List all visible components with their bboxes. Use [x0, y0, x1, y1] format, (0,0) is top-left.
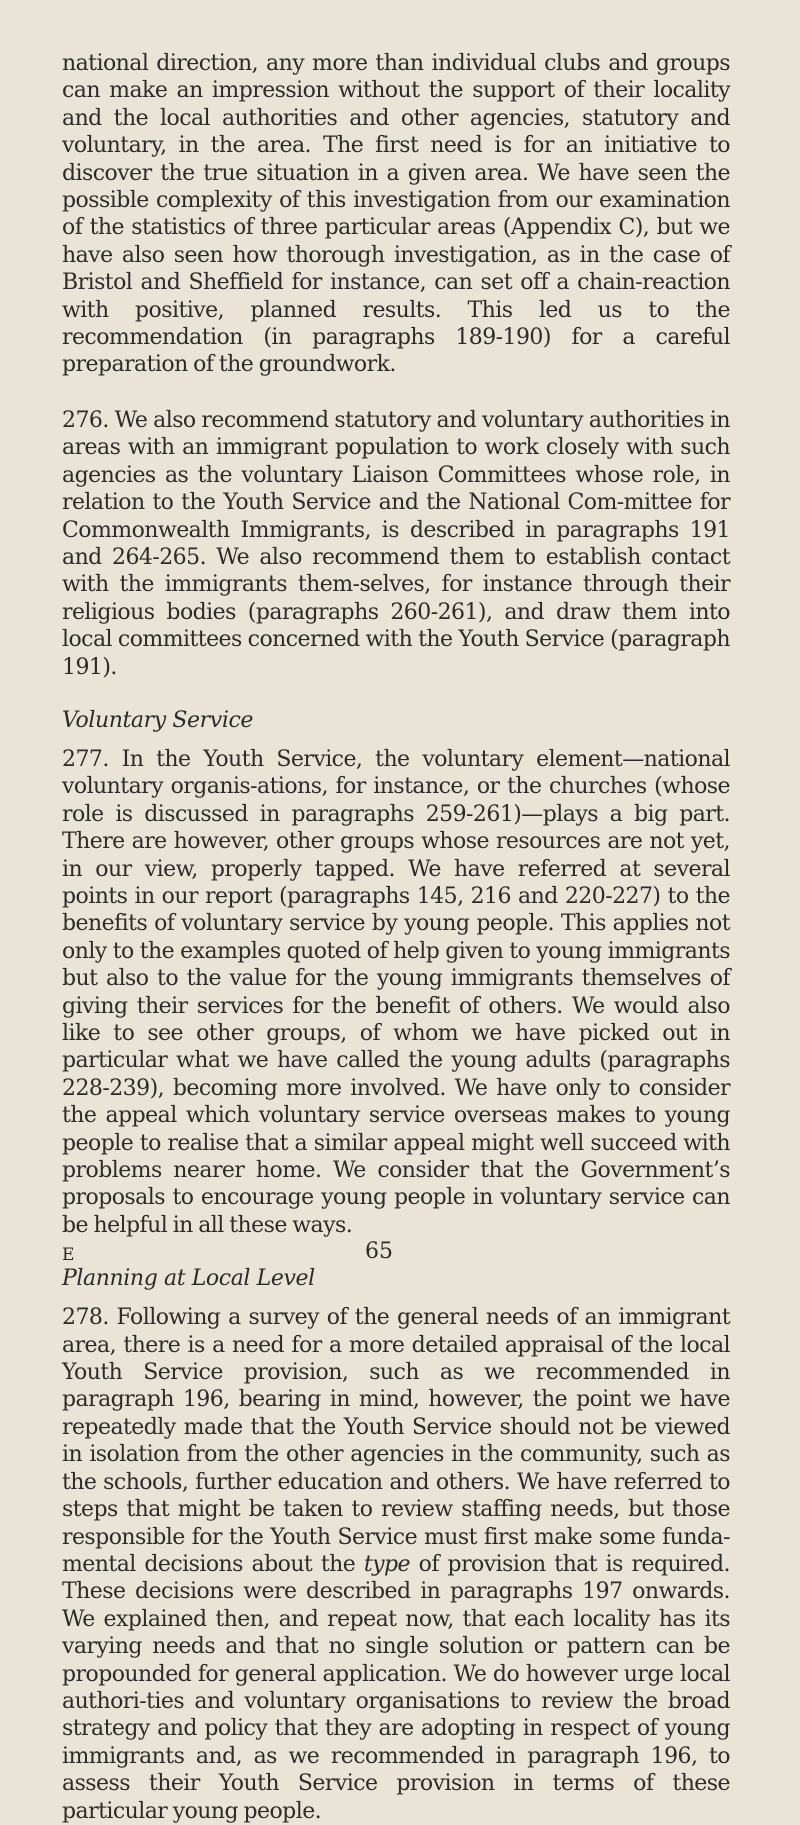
page-footer	[62, 1239, 730, 1269]
heading-planning-at-local-level: Planning at Local Level	[62, 1266, 315, 1292]
paragraph-276: 276. We also recommend statutory and voluntary authorities in areas with an immigrant population to work closely with such agencies as the voluntary Liaison Committees whose role, in relation to the Youth Service and the National Com-mittee for Commonwealth Immigrants, is described in paragraphs 191 and 264-265. We also recommend them to establish contact with the immigrants them-selves, for instance through their religious bodies (paragraphs 260-261), and draw them into local committees concerned with the Youth Service (paragraph 191).	[62, 407, 730, 680]
paragraph-278	[62, 1304, 730, 1825]
paragraph-277: 277. In the Youth Service, the voluntary element—national voluntary organis-ations, for instance, or the churches (whose role is discussed in paragraphs 259-261)—plays a big part. There are however, other groups whose resources are not yet, in our view, properly tapped. We have referred at several points in our report (paragraphs 145, 216 and 220-227) to the benefits of voluntary service by young people. This applies not only to the examples quoted of help given to young immigrants but also to the value for the young immigrants themselves of giving their services for the benefit of others. We would also like to see other groups, of whom we have picked out in particular what we have called the young adults (paragraphs 228-239), becoming more involved. We have only to consider the appeal which voluntary service overseas makes to young people to realise that a similar appeal might well succeed with problems nearer home. We consider that the Government’s proposals to encourage young people in voluntary service can be helpful in all these ways.	[62, 746, 730, 1238]
paragraph-278-text-b: of provision that is required. These decisions were described in paragraphs 197 onwards. We explained then, and repeat now, that each locality has its varying needs and that no single solution or pattern can be propounded for general application. We do however urge local authori-ties and voluntary organisations to review the broad strategy and policy that they are adopting in respect of young immigrants and, as we recommended in paragraph 196, to assess their Youth Service provision in terms of these particular young people.	[62, 1551, 730, 1824]
heading-voluntary-service: Voluntary Service	[62, 707, 253, 733]
intro-paragraph: national direction, any more than individual clubs and groups can make an impression without the support of their locality and the local authorities and other agencies, statutory and voluntary, in the area. The first need is for an initiative to discover the true situation in a given area. We have seen the possible complexity of this investigation from our examination of the statistics of three particular areas (Appendix C), but we have also seen how thorough investigation, as in the case of Bristol and Sheffield for instance, can set off a chain-reaction with positive, planned results. This led us to the recommendation (in paragraphs 189-190) for a careful preparation of the groundwork.	[62, 51, 730, 378]
signature-mark: E	[62, 1245, 75, 1265]
paragraph-278-emphasis: type	[363, 1551, 411, 1577]
paragraph-278-text-a: 278. Following a survey of the general needs of an immigrant area, there is a need for a more detailed appraisal of the local Youth Service provision, such as we recommended in paragraph 196, bearing in mind, however, the point we have repeatedly made that the Youth Service should not be viewed in isolation from the other agencies in the community, such as the schools, further education and others. We have referred to steps that might be taken to review staffing needs, but those responsible for the Youth Service must first make some funda-mental decisions about the	[62, 1305, 730, 1577]
page-number: 65	[365, 1239, 393, 1264]
